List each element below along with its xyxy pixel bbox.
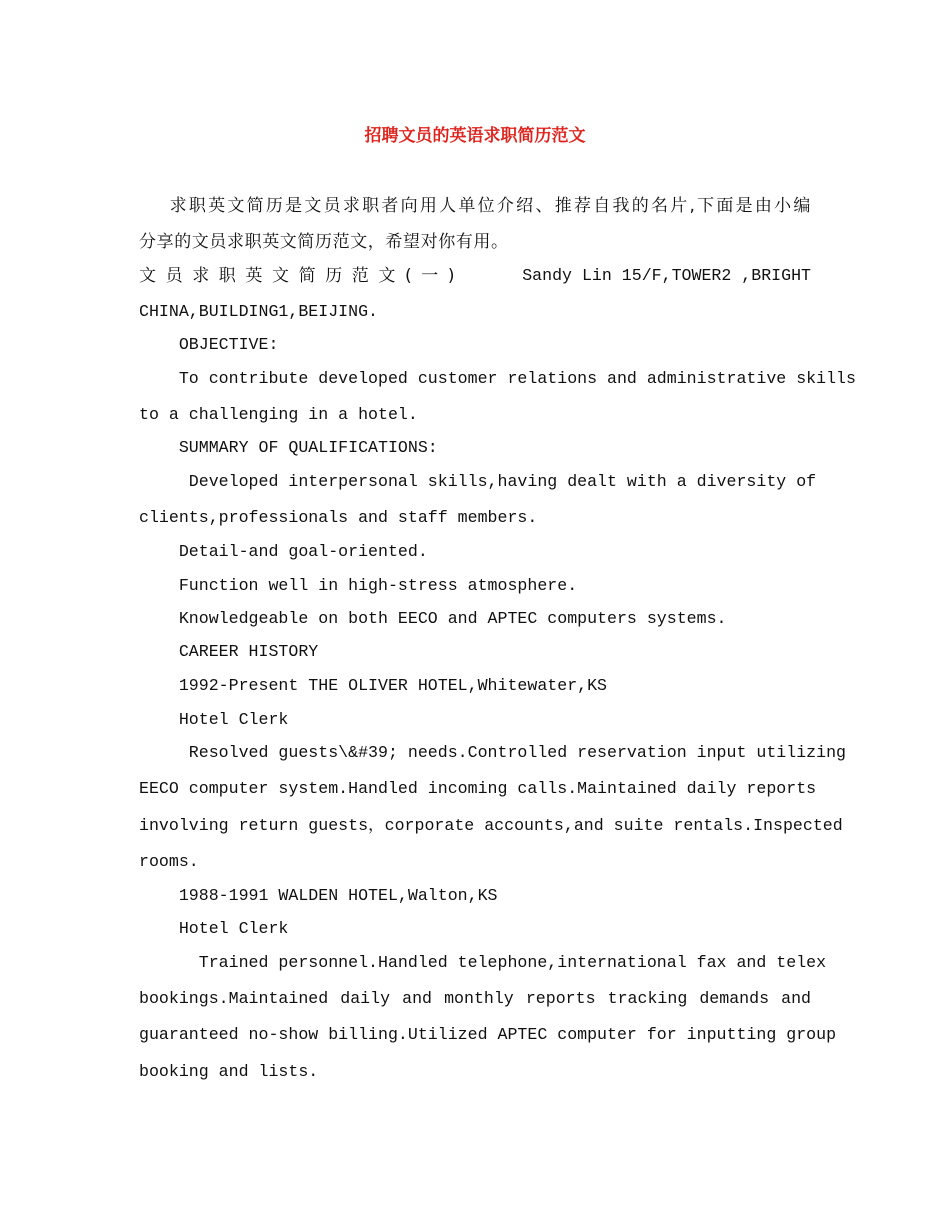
- job1-desc-line-1: Resolved guests\&#39; needs.Controlled reservation input utilizing: [139, 743, 847, 762]
- job2-period: 1988-1991 WALDEN HOTEL,Walton,KS: [139, 886, 498, 905]
- resume-heading-address: Sandy Lin 15/F,TOWER2 ,BRIGHT: [522, 266, 811, 285]
- objective-line-2: to a challenging in a hotel.: [139, 405, 418, 424]
- job1-desc-line-3: involving return guests，corporate accounts,and suite rentals.Inspected: [139, 816, 843, 835]
- job2-role: Hotel Clerk: [139, 919, 289, 938]
- resume-heading-cn: 文员求职英文简历范文(一): [139, 266, 465, 286]
- summary-line-2: clients,professionals and staff members.: [139, 508, 538, 527]
- job2-desc-line-2: bookings.Maintained daily and monthly reports tracking demands and: [139, 989, 811, 1008]
- objective-label: OBJECTIVE:: [139, 335, 279, 354]
- job1-role: Hotel Clerk: [139, 710, 289, 729]
- summary-line-3: Detail-and goal-oriented.: [139, 542, 428, 561]
- summary-line-5: Knowledgeable on both EECO and APTEC computers systems.: [139, 609, 727, 628]
- page-title: 招聘文员的英语求职简历范文: [364, 126, 586, 146]
- summary-label: SUMMARY OF QUALIFICATIONS:: [139, 438, 438, 457]
- job2-desc-line-1: Trained personnel.Handled telephone,international fax and telex: [139, 953, 827, 972]
- job2-desc-line-3: guaranteed no-show billing.Utilized APTEC computer for inputting group: [139, 1025, 837, 1044]
- summary-line-1: Developed interpersonal skills,having dealt with a diversity of: [139, 472, 817, 491]
- career-label: CAREER HISTORY: [139, 642, 319, 661]
- objective-line-1: To contribute developed customer relations and administrative skills: [139, 369, 856, 388]
- intro-line-1: 求职英文简历是文员求职者向用人单位介绍、推荐自我的名片,下面是由小编: [139, 196, 811, 216]
- resume-heading: [139, 265, 811, 287]
- intro-line-2: 分享的文员求职英文简历范文，希望对你有用。: [139, 232, 509, 252]
- summary-line-4: Function well in high-stress atmosphere.: [139, 576, 578, 595]
- job2-desc-line-4: booking and lists.: [139, 1062, 319, 1081]
- job1-desc-line-4: rooms.: [139, 852, 199, 871]
- address-continued: CHINA,BUILDING1,BEIJING.: [139, 302, 378, 321]
- job1-period: 1992-Present THE OLIVER HOTEL,Whitewater,KS: [139, 676, 608, 695]
- job1-desc-line-2: EECO computer system.Handled incoming calls.Maintained daily reports: [139, 779, 817, 798]
